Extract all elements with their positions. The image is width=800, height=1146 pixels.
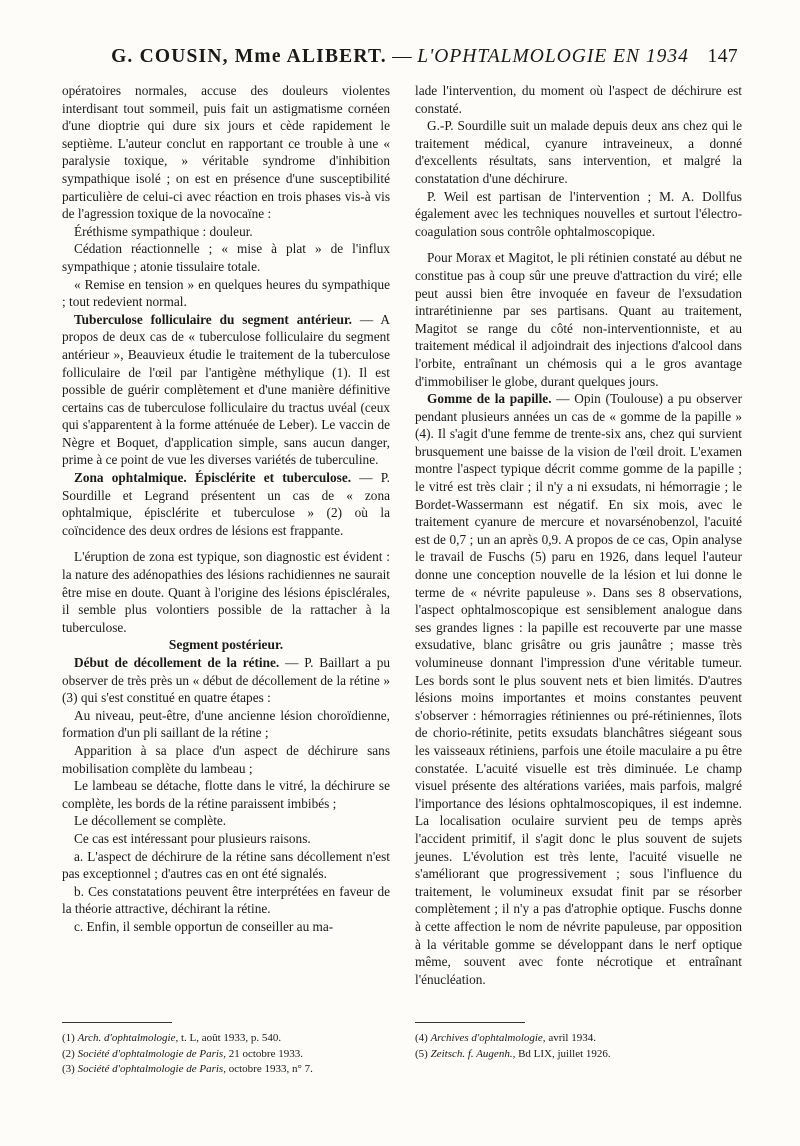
subheading: Tuberculose folliculaire du segment antérieur. <box>74 311 352 327</box>
paragraph-zona <box>62 469 390 539</box>
paragraph: opératoires normales, accuse des douleurs violentes interdisant tout sommeil, puis fait un astigmatisme cornéen d'une dioptrie qui dure six jours et cède rapidement le septième. L'auteur conclut en rapportant ce trouble à une « paralysie toxique, » véritable syndrome d'inhibition sympathique isolé ; on est en présence d'une susceptibilité particulière de celui-ci avec réaction en trois phases vis-à vis de l'agression toxique de la novocaïne : <box>62 83 390 222</box>
paragraph-gomme <box>415 390 742 988</box>
paragraph-body: — A propos de deux cas de « tuberculose folliculaire du segment antérieur », Beauvieux étudie le traitement de la tuberculose folliculaire de l'œil par l'antigène méthylique (1). Il est possible de guérir complètement et d'une manière définitive certains cas de tuberculose folliculaire du tractus uvéal (ceux qui s'apparentent à la forme atténuée de Leber). Le vaccin de Nègre et Boquet, d'application simple, sans aucun danger, prime à ce point de vue les diverses variétés de tuberculine. <box>62 311 390 468</box>
paragraph-body: — P. Sourdille et Legrand présentent un cas de « zona ophtalmique, épisclérite et tuberculose » (2) où la coïncidence des deux ordres de lésions est frappante. <box>62 470 390 538</box>
paragraph-tuberculose <box>62 311 390 469</box>
right-column <box>415 82 742 988</box>
stage-item: Apparition à sa place d'un aspect de déchirure sans mobilisation complète du lambeau ; <box>62 742 390 776</box>
paragraph: « Remise en tension » en quelques heures du sympathique ; tout redevient normal. <box>62 276 390 310</box>
paragraph: P. Weil est partisan de l'intervention ; M. A. Dollfus également avec les techniques nouvelles et surtout l'électro-coagulation sous contrôle ophtalmoscopique. <box>415 188 742 239</box>
paragraph-decollement <box>62 654 390 707</box>
footnotes-right <box>415 1022 742 1062</box>
left-column <box>62 82 390 936</box>
footnote: (1) Arch. d'ophtalmologie, t. L, août 1933, p. 540. <box>62 1032 282 1044</box>
reason-item: a. L'aspect de déchirure de la rétine sans décollement n'est pas exceptionnel ; d'autres cas en ont été signalés. <box>62 848 390 882</box>
paragraph: Cédation réactionnelle ; « mise à plat » de l'influx sympathique ; atonie tissulaire totale. <box>62 241 390 274</box>
footnote: (2) Société d'ophtalmologie de Paris, 21 octobre 1933. <box>62 1047 303 1060</box>
header-dash: — <box>392 46 412 67</box>
footnote-rule <box>415 1022 525 1023</box>
header-authors: G. COUSIN, Mme ALIBERT. <box>111 46 387 67</box>
subheading: Gomme de la papille. <box>427 391 552 407</box>
footnote: (5) Zeitsch. f. Augenh., Bd LIX, juillet 1926. <box>415 1047 611 1060</box>
stage-item: Le lambeau se détache, flotte dans le vitré, la déchirure se complète, les bords de la rétine paraissent imbibés ; <box>62 778 390 811</box>
paragraph: Ce cas est intéressant pour plusieurs raisons. <box>74 830 311 846</box>
paragraph: lade l'intervention, du moment où l'aspect de déchirure est constaté. <box>415 83 742 116</box>
paragraph: Éréthisme sympathique : douleur. <box>74 223 253 239</box>
stage-item: Au niveau, peut-être, d'une ancienne lésion choroïdienne, formation d'un pli saillant de la rétine ; <box>62 707 390 741</box>
footnote: (3) Société d'ophtalmologie de Paris, octobre 1933, n° 7. <box>62 1063 313 1075</box>
paragraph: G.-P. Sourdille suit un malade depuis deux ans chez qui le traitement médical, cyanure intraveineux, a donné d'excellents résultats, sans intervention, et malgré la constatation d'une déchirure. <box>415 118 742 186</box>
stage-item: Le décollement se complète. <box>74 813 227 829</box>
paragraph: Pour Morax et Magitot, le pli rétinien constaté au début ne constitue pas à coup sûr une preuve d'attraction du viré; elle peut aussi bien être invoquée en faveur de l'exsudation intrarétinienne par ses partisans. Quant au traitement, Magitot se range du côté non-interventionniste, et au traitement médical il adjoindrait des injections d'alcool dans l'orbite, entraînant un chémosis qui a le gros avantage d'immobiliser le globe, durant quelques jours. <box>415 250 742 389</box>
paragraph-body: — Opin (Toulouse) a pu observer pendant plusieurs années un cas de « gomme de la papille » (4). Il s'agit d'une femme de trente-six ans, chez qui survient brusquement une baisse de la vision de l'œil droit. L'examen montre l'aspect typique décrit comme gomme de la papille ; le vitré est très clair ; il n'y a ni exsudats, ni hémorragie ; le Bordet-Wassermann est négatif. En six mois, avec le traitement cyanure de mercure et novarsénobenzol, l'acuité est de 0,7 ; un an après 0,9. A propos de ce cas, Opin analyse le travail de Fuschs (5) paru en 1926, dans lequel l'auteur donne une conception nouvelle de la lésion et lui donne le terme de « névrite papuleuse ». Dans ses 8 observations, l'aspect ophtalmoscopique est sensiblement analogue dans ses grandes lignes : la papille est recouverte par une masse exsudative, blanc grisâtre ou gris jaunâtre ; masse très volumineuse donnant l'impression d'une véritable tumeur. Les bords sont le plus souvent nets et bien limités. D'autres lésions moins importantes et moins constantes peuvent s'observer : hémorragies rétiniennes ou pré-rétiniennes, îlots de chorio-rétinite, petits exsudats blanchâtres siégeant sous les vaisseaux rétiniens, parfois une étoile maculaire a pu être constatée. L'acuité visuelle est très diminuée. Le champ visuel présente des altérations variées, mais parfois, malgré l'importance des lésions ophtalmoscopiques, il est indemne. La localisation oculaire survient peu de temps après l'accident primitif, il s'agit donc le plus souvent de sujets jeunes. L'évolution est très lente, l'acuité visuelle ne s'améliorant que progressivement ; sous l'influence du traitement, le volumineux exsudat finit par se résorber complètement ; il n'y a pas d'atrophie optique. Fuschs donne à cette affection le nom de névrite papuleuse, par opposition à la véritable gomme se développant dans le nerf optique même, souvent avec fonte nécrotique et entraînant l'énucléation. <box>415 391 742 987</box>
paragraph-body: — P. Baillart a pu observer de très près un « début de décollement de la rétine » (3) qui s'est constitué en quatre étapes : <box>62 655 390 706</box>
footnote-rule <box>62 1022 172 1023</box>
page-number: 147 <box>707 46 738 67</box>
subheading: Début de décollement de la rétine. <box>74 655 280 670</box>
paragraph: L'éruption de zona est typique, son diagnostic est évident : la nature des adénopathies des lésions rachidiennes ne saurait être mise en doute. Quant à l'origine des lésions épisclérales, il semble plus volontiers possible de la rattacher à la tuberculose. <box>62 549 390 635</box>
footnotes-left <box>62 1022 390 1078</box>
reason-item: c. Enfin, il semble opportun de conseiller au ma- <box>74 918 334 934</box>
header-title: L'OPHTALMOLOGIE EN 1934 <box>417 46 689 67</box>
subheading: Zona ophtalmique. Épisclérite et tuberculose. <box>74 470 352 486</box>
running-header <box>0 46 800 76</box>
footnote: (4) Archives d'ophtalmologie, avril 1934. <box>415 1032 596 1044</box>
section-heading: Segment postérieur. <box>168 637 284 653</box>
reason-item: b. Ces constatations peuvent être interprétées en faveur de la théorie attractive, déchirant la rétine. <box>62 883 390 917</box>
